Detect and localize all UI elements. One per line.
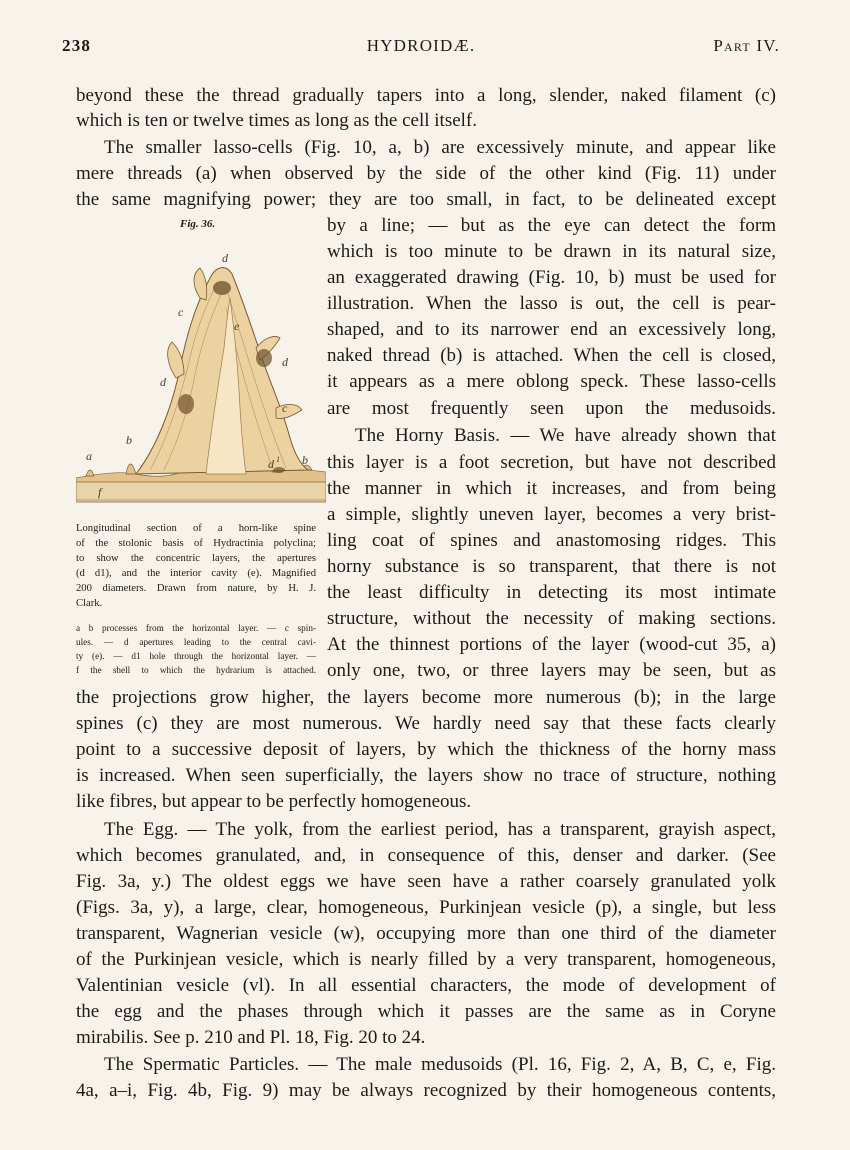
letter-c-upper: c bbox=[178, 305, 184, 319]
text-line: spines (c) they are most numerous. We hardly need say that these facts clearly bbox=[76, 713, 776, 734]
legend-line: f the shell to which the hydrarium is attached. bbox=[76, 665, 316, 675]
text-line: point to a successive deposit of layers, by which the thickness of the horny mass bbox=[76, 739, 776, 760]
page-header bbox=[62, 36, 780, 60]
text-line: mere threads (a) when observed by the side of the other kind (Fig. 11) under bbox=[76, 163, 776, 184]
text-line: naked thread (b) is attached. When the cell is closed, bbox=[327, 345, 776, 366]
text-line: the projections grow higher, the layers become more numerous (b); in the large bbox=[76, 687, 776, 708]
aperture-left bbox=[178, 394, 194, 414]
aperture-top bbox=[213, 281, 231, 295]
caption-line: of the stolonic basis of Hydractinia polyclina; bbox=[76, 538, 316, 549]
text-line: like fibres, but appear to be perfectly homogeneous. bbox=[76, 791, 472, 812]
text-line: mirabilis. See p. 210 and Pl. 18, Fig. 20 to 24. bbox=[76, 1027, 426, 1048]
text-line: of the Purkinjean vesicle, which is nearly filled by a very transparent, homogeneous, bbox=[76, 949, 776, 970]
aperture-d1 bbox=[273, 467, 285, 473]
text-line: are most frequently seen upon the medusoids. bbox=[327, 398, 776, 419]
spinule-top bbox=[194, 268, 207, 300]
process-b bbox=[126, 464, 136, 474]
legend-line: a b processes from the horizontal layer. — c spin- bbox=[76, 623, 316, 633]
legend-line: ty (e). — d1 hole through the horizontal layer. — bbox=[76, 651, 316, 661]
text-line: horny substance is so transparent, that there is not bbox=[327, 556, 776, 577]
text-line: illustration. When the lasso is out, the cell is pear- bbox=[327, 293, 776, 314]
text-line: The smaller lasso-cells (Fig. 10, a, b) are excessively minute, and appear like bbox=[104, 137, 776, 158]
text-line: the same magnifying power; they are too small, in fact, to be delineated except bbox=[76, 189, 776, 210]
spinule-left bbox=[168, 342, 184, 378]
text-line: this layer is a foot secretion, but have not described bbox=[327, 452, 776, 473]
text-line: The Spermatic Particles. — The male medusoids (Pl. 16, Fig. 2, A, B, C, e, Fig. bbox=[104, 1054, 776, 1075]
text-line: (Figs. 3a, y), a large, clear, homogeneous, Purkinjean vesicle (p), a single, but less bbox=[76, 897, 776, 918]
letter-d1: d bbox=[268, 457, 274, 471]
text-line: Valentinian vesicle (vl). In all essential characters, the mode of development of bbox=[76, 975, 776, 996]
page-number: 238 bbox=[62, 36, 92, 55]
letter-a: a bbox=[86, 449, 92, 463]
letter-c-right: c bbox=[282, 401, 288, 415]
part-label: Part IV. bbox=[713, 36, 780, 55]
process-a bbox=[86, 470, 94, 476]
letter-e: e bbox=[234, 319, 240, 333]
aperture-right bbox=[256, 349, 272, 367]
running-title: HYDROIDÆ. bbox=[366, 36, 476, 55]
letter-b-right: b bbox=[302, 453, 308, 467]
legend-line: ules. — d apertures leading to the central cavi- bbox=[76, 637, 316, 647]
caption-line: (d d1), and the interior cavity (e). Magnified bbox=[76, 568, 316, 579]
text-line: The Egg. — The yolk, from the earliest period, has a transparent, grayish aspect, bbox=[104, 819, 776, 840]
text-line: is increased. When seen superficially, the layers show no trace of structure, nothing bbox=[76, 765, 776, 786]
spinule-lower-right bbox=[276, 404, 302, 418]
figure-horny-spine bbox=[76, 238, 326, 518]
spine-section-drawing bbox=[76, 238, 326, 518]
letter-d-right: d bbox=[282, 355, 288, 369]
text-line: which is ten or twelve times as long as the cell itself. bbox=[76, 110, 478, 131]
text-line: beyond these the thread gradually tapers into a long, slender, naked filament (c) bbox=[76, 85, 776, 106]
text-line: an exaggerated drawing (Fig. 10, b) must be used for bbox=[327, 267, 776, 288]
text-line: structure, without the necessity of making sections. bbox=[327, 608, 776, 629]
text-line: the manner in which it increases, and from being bbox=[327, 478, 776, 499]
letter-d1-sup: 1 bbox=[276, 455, 280, 464]
text-line: only one, two, or three layers may be seen, but as bbox=[327, 660, 776, 681]
text-line: At the thinnest portions of the layer (wood-cut 35, a) bbox=[327, 634, 776, 655]
letter-d-top: d bbox=[222, 251, 228, 265]
text-line: The Horny Basis. — We have already shown that bbox=[355, 425, 776, 446]
caption-line: to show the concentric layers, the apertures bbox=[76, 553, 316, 564]
letter-b: b bbox=[126, 433, 132, 447]
text-line: the least difficulty in detecting its most intimate bbox=[327, 582, 776, 603]
caption-line: Clark. bbox=[76, 598, 103, 609]
text-line: which is too minute to be drawn in its natural size, bbox=[327, 241, 776, 262]
figure-label: Fig. 36. bbox=[180, 218, 216, 230]
letter-d-left: d bbox=[160, 375, 166, 389]
text-line: a simple, slightly uneven layer, becomes a very brist- bbox=[327, 504, 776, 525]
text-line: ling coat of spines and anastomosing ridges. This bbox=[327, 530, 776, 551]
caption-line: 200 diameters. Drawn from nature, by H. J. bbox=[76, 583, 316, 594]
text-line: it appears as a mere oblong speck. These lasso-cells bbox=[327, 371, 776, 392]
letter-f: f bbox=[98, 485, 102, 499]
text-line: Fig. 3a, y.) The oldest eggs we have seen have a rather coarsely granulated yolk bbox=[76, 871, 776, 892]
text-line: 4a, a–i, Fig. 4b, Fig. 9) may be always recognized by their homogeneous contents, bbox=[76, 1080, 776, 1101]
caption-line: Longitudinal section of a horn-like spine bbox=[76, 523, 316, 534]
text-line: by a line; — but as the eye can detect the form bbox=[327, 215, 776, 236]
text-line: shaped, and to its narrower end an excessively long, bbox=[327, 319, 776, 340]
text-line: which becomes granulated, and, in consequence of this, denser and darker. (See bbox=[76, 845, 776, 866]
text-line: transparent, Wagnerian vesicle (w), occupying more than one third of the diameter bbox=[76, 923, 776, 944]
text-line: the egg and the phases through which it passes are the same as in Coryne bbox=[76, 1001, 776, 1022]
